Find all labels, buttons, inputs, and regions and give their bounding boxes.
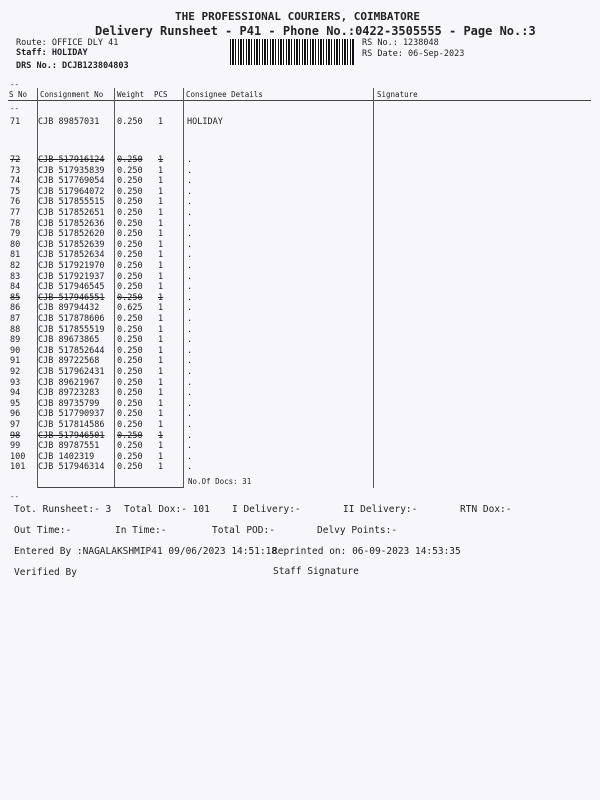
row-consignment: CJB 517852639 <box>38 239 105 250</box>
col-details: Consignee Details <box>186 90 263 99</box>
row-consignment: CJB 517852644 <box>38 345 105 356</box>
row-pcs: 1 <box>158 282 164 293</box>
table-row <box>0 229 600 240</box>
row-weight: 0.250 <box>117 261 143 271</box>
row-weight: 0.250 <box>117 186 143 197</box>
row-pcs: 1 <box>158 197 164 208</box>
reprinted-on: Reprinted on: 06-09-2023 14:53:35 <box>272 546 461 557</box>
out-time: Out Time:- <box>14 525 72 536</box>
total-dox: Total Dox:- 101 <box>124 504 210 515</box>
table-row <box>0 261 600 272</box>
row-weight: 0.250 <box>117 282 143 293</box>
dashes-top: -- <box>10 80 20 89</box>
table-row <box>0 431 600 442</box>
table-row <box>0 208 600 219</box>
table-row <box>0 452 600 463</box>
row-pcs: 1 <box>158 229 164 240</box>
row-weight: 0.250 <box>117 462 143 473</box>
row-sno: 85 <box>10 292 21 303</box>
row-sno: 96 <box>10 409 21 420</box>
page-title: Delivery Runsheet - P41 - Phone No.:0422-3505555 - Page No.:3 <box>95 24 536 38</box>
row-consignment: CJB 517852620 <box>38 229 105 240</box>
row-sno: 95 <box>10 398 21 409</box>
row-weight: 0.250 <box>117 420 143 430</box>
docs-count: No.Of Docs: 31 <box>188 477 252 486</box>
row-consignment: CJB 517964072 <box>38 186 105 197</box>
row-details-mark: . <box>187 282 193 293</box>
row-consignment: CJB 517769054 <box>38 176 105 187</box>
row-pcs: 1 <box>158 451 164 462</box>
row-sno: 81 <box>10 250 21 261</box>
table-row <box>0 303 600 314</box>
row-consignment: CJB 517916124 <box>38 155 105 165</box>
table-row <box>0 117 600 128</box>
row-pcs: 1 <box>158 117 164 127</box>
row-sno: 77 <box>10 208 21 218</box>
table-row <box>0 197 600 208</box>
row-details-mark: . <box>187 218 193 229</box>
row-consignment: CJB 89673865 <box>38 335 100 346</box>
row-weight: 0.250 <box>117 155 143 165</box>
row-weight: 0.250 <box>117 367 143 377</box>
row-sno: 84 <box>10 282 21 293</box>
row-details-mark: . <box>187 314 193 324</box>
table-row <box>0 282 600 293</box>
table-row <box>0 240 600 251</box>
total-pod: Total POD:- <box>212 525 275 536</box>
row-weight: 0.250 <box>117 430 143 441</box>
row-weight: 0.250 <box>117 197 143 208</box>
delvy-points: Delvy Points:- <box>317 525 398 536</box>
row-weight: 0.250 <box>117 356 143 367</box>
row-details-mark: . <box>187 186 193 197</box>
table-row <box>0 166 600 177</box>
row-sno: 79 <box>10 229 21 240</box>
table-row <box>0 335 600 346</box>
route-label: Route: OFFICE DLY 41 <box>16 38 119 48</box>
row-weight: 0.250 <box>117 345 143 356</box>
row-consignment: CJB 517814586 <box>38 420 105 430</box>
table-row <box>0 187 600 198</box>
row-pcs: 1 <box>158 430 164 441</box>
row-pcs: 1 <box>158 271 164 282</box>
table-row <box>0 293 600 304</box>
row-details-mark: . <box>187 367 193 377</box>
row-pcs: 1 <box>158 218 164 229</box>
row-weight: 0.250 <box>117 165 143 176</box>
row-weight: 0.250 <box>117 271 143 282</box>
staff-signature: Staff Signature <box>273 566 359 577</box>
row-consignment: CJB 517790937 <box>38 409 105 420</box>
row-pcs: 1 <box>158 303 164 314</box>
row-pcs: 1 <box>158 398 164 409</box>
drs-number: DRS No.: DCJB123804803 <box>16 61 129 71</box>
row-sno: 74 <box>10 176 21 187</box>
row-consignment: CJB 89621967 <box>38 377 100 388</box>
row-weight: 0.250 <box>117 117 143 127</box>
row-weight: 0.250 <box>117 250 143 261</box>
header-divider <box>8 100 591 101</box>
row-details-mark: . <box>187 430 193 441</box>
row-sno: 80 <box>10 239 21 250</box>
row-details-mark: . <box>187 441 193 452</box>
row-consignment: CJB 517852651 <box>38 208 105 218</box>
row-pcs: 1 <box>158 176 164 187</box>
row-sno: 75 <box>10 186 21 197</box>
table-row <box>0 272 600 283</box>
table-row <box>0 176 600 187</box>
row-sno: 94 <box>10 388 21 399</box>
row-details-mark: . <box>187 377 193 388</box>
row-details-mark: . <box>187 324 193 335</box>
row-details-mark: . <box>187 239 193 250</box>
row-details-mark: . <box>187 388 193 399</box>
row-consignment: CJB 517962431 <box>38 367 105 377</box>
row-details-mark: . <box>187 409 193 420</box>
row-details-mark: . <box>187 420 193 430</box>
row-sno: 98 <box>10 430 21 441</box>
row-consignment: CJB 517855515 <box>38 197 105 208</box>
row-pcs: 1 <box>158 409 164 420</box>
dashes-row: -- <box>10 104 20 113</box>
table-row <box>0 356 600 367</box>
row-details-mark: . <box>187 345 193 356</box>
row-weight: 0.625 <box>117 303 143 314</box>
row-weight: 0.250 <box>117 176 143 187</box>
row-weight: 0.250 <box>117 409 143 420</box>
row-consignment: CJB 517921970 <box>38 261 105 271</box>
row-consignment: CJB 89787551 <box>38 441 100 452</box>
row-details-mark: . <box>187 462 193 473</box>
table-row <box>0 325 600 336</box>
table-row <box>0 346 600 357</box>
row-weight: 0.250 <box>117 208 143 218</box>
row-sno: 100 <box>10 451 26 462</box>
row-sno: 71 <box>10 117 21 127</box>
row-sno: 101 <box>10 462 26 473</box>
row-details-mark: . <box>187 176 193 187</box>
row-pcs: 1 <box>158 367 164 377</box>
row-consignment: CJB 517946501 <box>38 430 105 441</box>
table-row <box>0 314 600 325</box>
row-sno: 97 <box>10 420 21 430</box>
table-row <box>0 219 600 230</box>
table-row <box>0 250 600 261</box>
row-details-mark: . <box>187 155 193 165</box>
rtn-dox: RTN Dox:- <box>460 504 512 515</box>
row-details-mark: . <box>187 197 193 208</box>
row-details-mark: . <box>187 250 193 261</box>
row-weight: 0.250 <box>117 441 143 452</box>
row-details-mark: . <box>187 271 193 282</box>
row-pcs: 1 <box>158 208 164 218</box>
row-pcs: 1 <box>158 345 164 356</box>
row-details-mark: . <box>187 398 193 409</box>
row-consignment: CJB 89794432 <box>38 303 100 314</box>
entered-by: Entered By :NAGALAKSHMIP41 09/06/2023 14:51:18 <box>14 546 278 557</box>
rs-date: RS Date: 06-Sep-2023 <box>362 49 465 59</box>
table-row <box>0 409 600 420</box>
barcode-image <box>230 39 354 65</box>
table-row <box>0 441 600 452</box>
row-pcs: 1 <box>158 292 164 303</box>
row-details: HOLIDAY <box>187 117 223 127</box>
row-pcs: 1 <box>158 388 164 399</box>
row-sno: 88 <box>10 324 21 335</box>
i-delivery: I Delivery:- <box>232 504 301 515</box>
row-sno: 93 <box>10 377 21 388</box>
row-consignment: CJB 1402319 <box>38 451 95 462</box>
row-pcs: 1 <box>158 377 164 388</box>
row-details-mark: . <box>187 292 193 303</box>
row-pcs: 1 <box>158 155 164 165</box>
row-sno: 72 <box>10 155 21 165</box>
dashes-footer: -- <box>10 492 20 501</box>
row-weight: 0.250 <box>117 398 143 409</box>
row-consignment: CJB 517935839 <box>38 165 105 176</box>
row-consignment: CJB 517878606 <box>38 314 105 324</box>
row-consignment: CJB 517946545 <box>38 282 105 293</box>
row-sno: 86 <box>10 303 21 314</box>
row-consignment: CJB 517921937 <box>38 271 105 282</box>
ii-delivery: II Delivery:- <box>343 504 418 515</box>
col-pcs: PCS <box>154 90 168 99</box>
row-weight: 0.250 <box>117 239 143 250</box>
row-consignment: CJB 89735799 <box>38 398 100 409</box>
row-weight: 0.250 <box>117 377 143 388</box>
staff-label: Staff: HOLIDAY <box>16 48 88 58</box>
row-pcs: 1 <box>158 250 164 261</box>
row-details-mark: . <box>187 356 193 367</box>
col-signature: Signature <box>377 90 418 99</box>
col-weight: Weight <box>117 90 145 99</box>
row-weight: 0.250 <box>117 324 143 335</box>
row-consignment: CJB 89722568 <box>38 356 100 367</box>
row-pcs: 1 <box>158 462 164 473</box>
row-pcs: 1 <box>158 441 164 452</box>
row-pcs: 1 <box>158 420 164 430</box>
row-pcs: 1 <box>158 165 164 176</box>
row-sno: 99 <box>10 441 21 452</box>
row-weight: 0.250 <box>117 314 143 324</box>
row-weight: 0.250 <box>117 292 143 303</box>
col-sno: S No <box>9 90 28 99</box>
row-sno: 90 <box>10 345 21 356</box>
row-details-mark: . <box>187 451 193 462</box>
row-weight: 0.250 <box>117 229 143 240</box>
row-sno: 87 <box>10 314 21 324</box>
row-details-mark: . <box>187 229 193 240</box>
row-consignment: CJB 517852634 <box>38 250 105 261</box>
rs-number: RS No.: 1238048 <box>362 38 439 48</box>
row-sno: 92 <box>10 367 21 377</box>
table-row <box>0 155 600 166</box>
row-weight: 0.250 <box>117 218 143 229</box>
row-weight: 0.250 <box>117 388 143 399</box>
row-consignment: CJB 517946551 <box>38 292 105 303</box>
row-sno: 82 <box>10 261 21 271</box>
table-row <box>0 462 600 473</box>
row-consignment: CJB 517855519 <box>38 324 105 335</box>
row-pcs: 1 <box>158 314 164 324</box>
row-sno: 78 <box>10 218 21 229</box>
row-sno: 91 <box>10 356 21 367</box>
table-row <box>0 399 600 410</box>
row-pcs: 1 <box>158 261 164 271</box>
row-details-mark: . <box>187 335 193 346</box>
row-consignment: CJB 517852636 <box>38 218 105 229</box>
row-weight: 0.250 <box>117 335 143 346</box>
row-consignment: CJB 517946314 <box>38 462 105 473</box>
col-consignment: Consignment No <box>40 90 104 99</box>
row-pcs: 1 <box>158 324 164 335</box>
row-consignment: CJB 89723283 <box>38 388 100 399</box>
row-pcs: 1 <box>158 356 164 367</box>
row-weight: 0.250 <box>117 451 143 462</box>
table-bottom-line <box>38 487 183 488</box>
row-details-mark: . <box>187 165 193 176</box>
row-sno: 76 <box>10 197 21 208</box>
table-row <box>0 378 600 389</box>
row-sno: 89 <box>10 335 21 346</box>
table-row <box>0 420 600 431</box>
row-pcs: 1 <box>158 335 164 346</box>
row-details-mark: . <box>187 261 193 271</box>
row-details-mark: . <box>187 303 193 314</box>
row-pcs: 1 <box>158 186 164 197</box>
row-details-mark: . <box>187 208 193 218</box>
row-sno: 83 <box>10 271 21 282</box>
row-pcs: 1 <box>158 239 164 250</box>
row-sno: 73 <box>10 165 21 176</box>
table-row <box>0 367 600 378</box>
row-consignment: CJB 89857031 <box>38 117 100 127</box>
verified-by: Verified By <box>14 567 77 578</box>
company-name: THE PROFESSIONAL COURIERS, COIMBATORE <box>175 10 421 23</box>
tot-runsheet: Tot. Runsheet:- 3 <box>14 504 112 515</box>
in-time: In Time:- <box>115 525 167 536</box>
table-row <box>0 388 600 399</box>
